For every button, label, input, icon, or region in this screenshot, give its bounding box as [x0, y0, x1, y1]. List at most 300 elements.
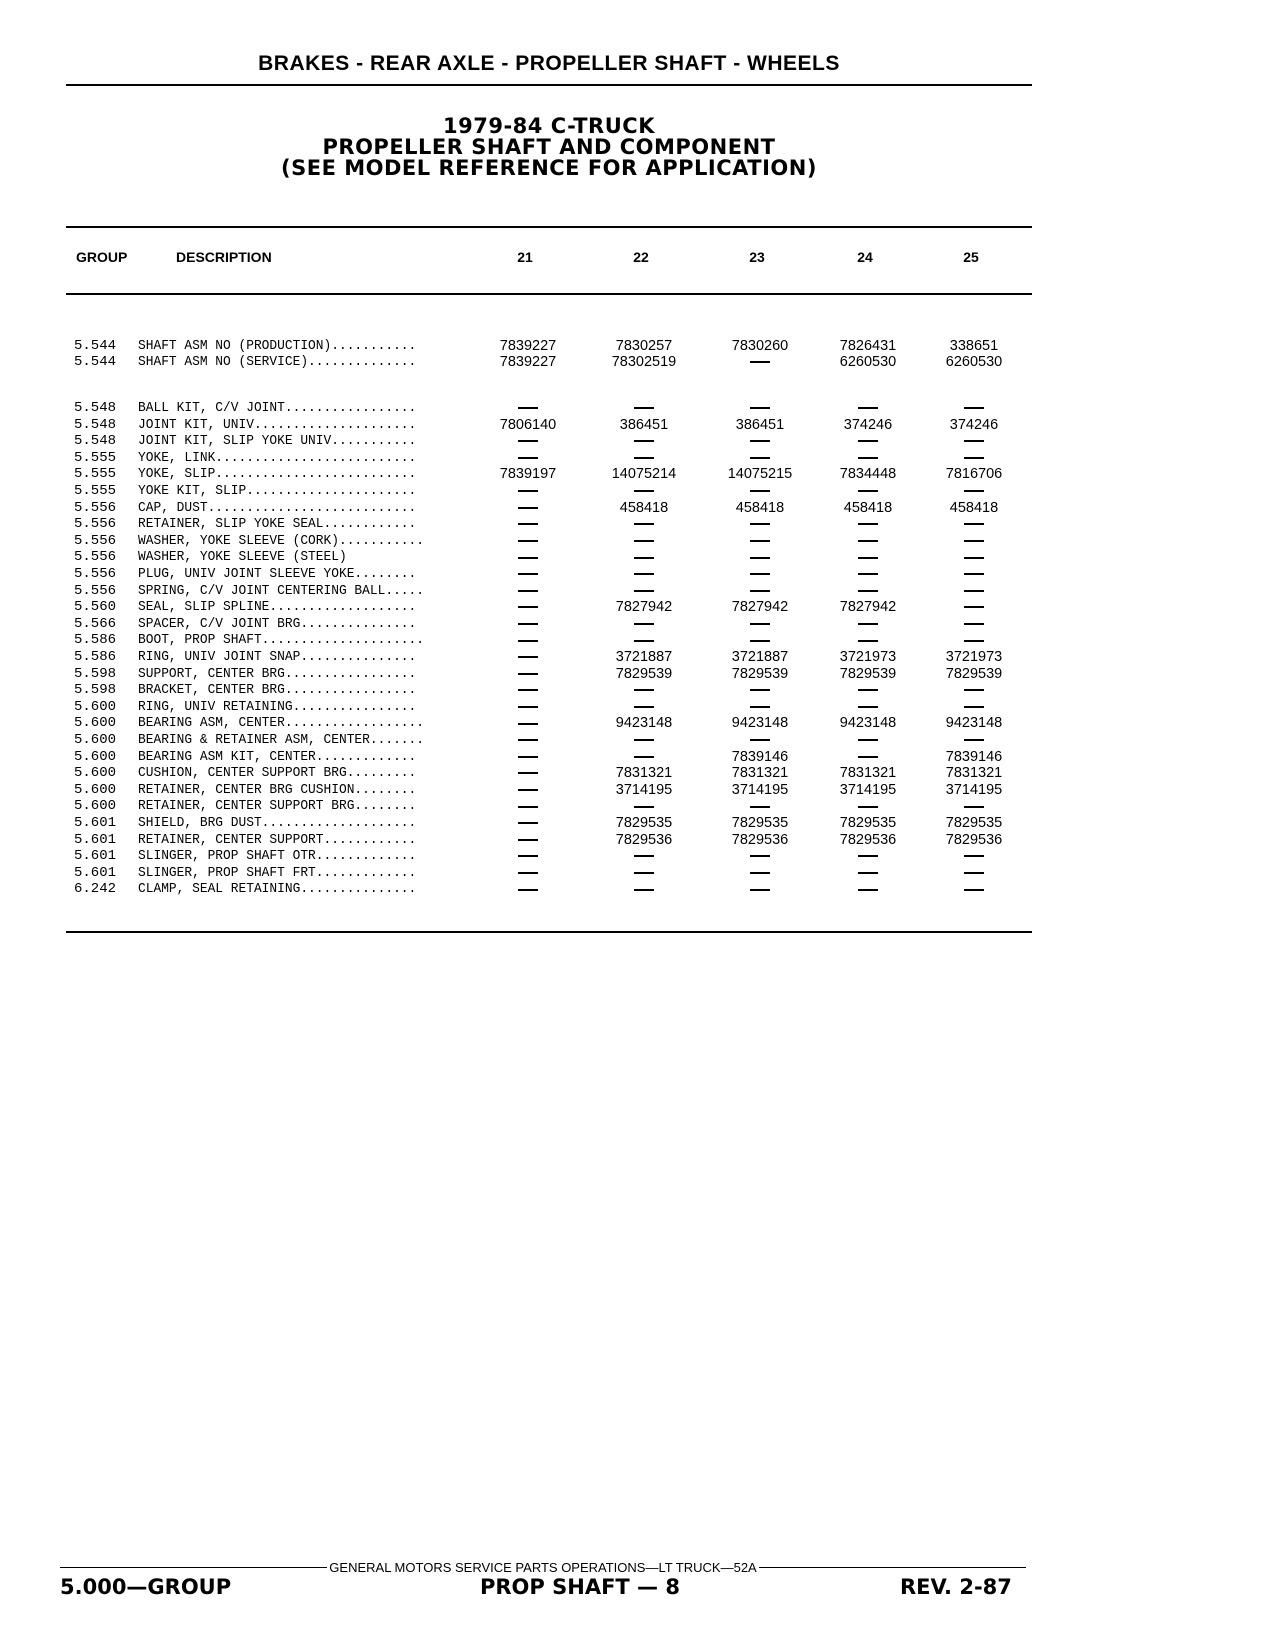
- dash-mark: [858, 756, 878, 758]
- dash-mark: [518, 706, 538, 708]
- part-number-cell: 7839227: [499, 354, 557, 370]
- part-number-cell: 7829536: [731, 831, 789, 848]
- not-applicable-dash: [480, 533, 576, 549]
- dash-mark: [964, 540, 984, 542]
- group-cell: 5.556: [74, 532, 117, 549]
- dash-mark: [858, 855, 878, 857]
- table-row: [0, 566, 1280, 582]
- not-applicable-dash: [596, 699, 692, 715]
- not-applicable-dash: [712, 616, 808, 632]
- not-applicable-dash: [820, 616, 916, 632]
- dash-mark: [858, 623, 878, 625]
- group-cell: 5.555: [74, 449, 117, 466]
- description-cell: JOINT KIT, SLIP YOKE UNIV...........: [138, 433, 417, 450]
- not-applicable-dash: [480, 632, 576, 648]
- dash-mark: [858, 557, 878, 559]
- part-number-cell: 14075214: [611, 466, 677, 483]
- not-applicable-dash: [596, 732, 692, 748]
- part-number-cell: 7827942: [731, 599, 789, 616]
- dash-mark: [858, 689, 878, 691]
- dash-mark: [964, 689, 984, 691]
- group-cell: 5.560: [74, 599, 117, 616]
- part-number-cell: 3714195: [731, 781, 789, 798]
- not-applicable-dash: [712, 450, 808, 466]
- part-number-cell: 7831321: [615, 765, 673, 782]
- part-number-cell: 7827942: [839, 599, 897, 616]
- not-applicable-dash: [480, 549, 576, 565]
- part-number-cell: 3714195: [839, 781, 897, 798]
- description-cell: RING, UNIV JOINT SNAP...............: [138, 649, 417, 665]
- not-applicable-dash: [820, 881, 916, 897]
- part-number-cell: 3721887: [615, 649, 673, 665]
- dash-mark: [964, 573, 984, 575]
- footer-publisher: GENERAL MOTORS SERVICE PARTS OPERATIONS—LT TRUCK—52A: [329, 1560, 757, 1575]
- dash-mark: [518, 656, 538, 658]
- dash-mark: [518, 872, 538, 874]
- dash-mark: [964, 640, 984, 642]
- not-applicable-dash: [480, 599, 576, 615]
- dash-mark: [750, 440, 770, 442]
- dash-mark: [750, 689, 770, 691]
- part-number-cell: 7826431: [839, 338, 897, 354]
- dash-mark: [518, 789, 538, 791]
- dash-mark: [750, 457, 770, 459]
- table-row: [0, 699, 1280, 715]
- not-applicable-dash: [480, 848, 576, 864]
- dash-mark: [518, 540, 538, 542]
- dash-mark: [964, 806, 984, 808]
- not-applicable-dash: [712, 483, 808, 499]
- group-cell: 5.600: [74, 715, 117, 732]
- dash-mark: [634, 756, 654, 758]
- dash-mark: [858, 540, 878, 542]
- not-applicable-dash: [480, 400, 576, 416]
- dash-mark: [858, 457, 878, 459]
- table-row: [0, 483, 1280, 499]
- not-applicable-dash: [712, 798, 808, 814]
- dash-mark: [964, 407, 984, 409]
- not-applicable-dash: [926, 483, 1022, 499]
- dash-mark: [634, 689, 654, 691]
- dash-mark: [634, 806, 654, 808]
- part-number-cell: 7829535: [839, 815, 897, 831]
- not-applicable-dash: [926, 533, 1022, 549]
- dash-mark: [634, 855, 654, 857]
- part-number-cell: 458418: [843, 499, 893, 516]
- table-row: [0, 848, 1280, 864]
- dash-mark: [858, 440, 878, 442]
- description-cell: YOKE, LINK..........................: [138, 449, 417, 466]
- dash-mark: [634, 872, 654, 874]
- description-cell: CUSHION, CENTER SUPPORT BRG.........: [138, 765, 417, 782]
- column-header-description: DESCRIPTION: [176, 249, 272, 265]
- not-applicable-dash: [480, 732, 576, 748]
- dash-mark: [750, 557, 770, 559]
- description-cell: WASHER, YOKE SLEEVE (STEEL): [138, 549, 347, 566]
- table-row: [0, 433, 1280, 449]
- dash-mark: [518, 557, 538, 559]
- part-number-cell: 7831321: [945, 765, 1003, 782]
- part-number-cell: 3721973: [945, 649, 1003, 665]
- dash-mark: [858, 806, 878, 808]
- part-number-cell: 7816706: [945, 466, 1003, 483]
- not-applicable-dash: [820, 848, 916, 864]
- dash-mark: [518, 523, 538, 525]
- dash-mark: [858, 490, 878, 492]
- group-cell: 5.556: [74, 566, 117, 582]
- not-applicable-dash: [480, 832, 576, 848]
- dash-mark: [634, 889, 654, 891]
- not-applicable-dash: [926, 632, 1022, 648]
- part-number-cell: 386451: [735, 416, 785, 433]
- not-applicable-dash: [596, 549, 692, 565]
- not-applicable-dash: [480, 500, 576, 516]
- group-cell: 5.556: [74, 516, 117, 533]
- dash-mark: [858, 523, 878, 525]
- not-applicable-dash: [480, 649, 576, 665]
- not-applicable-dash: [480, 749, 576, 765]
- not-applicable-dash: [820, 400, 916, 416]
- not-applicable-dash: [712, 516, 808, 532]
- not-applicable-dash: [480, 433, 576, 449]
- table-header-rule: [66, 293, 1032, 295]
- part-number-cell: 7839197: [499, 466, 557, 483]
- dash-mark: [518, 606, 538, 608]
- table-top-rule: [66, 226, 1032, 228]
- dash-mark: [964, 889, 984, 891]
- group-cell: 5.600: [74, 732, 117, 748]
- dash-mark: [750, 540, 770, 542]
- part-number-cell: 7829536: [945, 831, 1003, 848]
- table-row: [0, 354, 1280, 370]
- part-number-cell: 9423148: [731, 715, 789, 732]
- not-applicable-dash: [926, 400, 1022, 416]
- dash-mark: [750, 573, 770, 575]
- column-header-24: 24: [857, 249, 873, 265]
- not-applicable-dash: [596, 682, 692, 698]
- table-row: [0, 749, 1280, 765]
- dash-mark: [518, 839, 538, 841]
- dash-mark: [634, 573, 654, 575]
- not-applicable-dash: [712, 848, 808, 864]
- part-number-cell: 458418: [949, 499, 999, 516]
- not-applicable-dash: [820, 798, 916, 814]
- not-applicable-dash: [596, 433, 692, 449]
- group-cell: 5.556: [74, 549, 117, 566]
- table-row: [0, 466, 1280, 482]
- dash-mark: [634, 640, 654, 642]
- not-applicable-dash: [926, 848, 1022, 864]
- not-applicable-dash: [712, 566, 808, 582]
- dash-mark: [858, 889, 878, 891]
- footer-revision: REV. 2-87: [900, 1575, 1012, 1599]
- not-applicable-dash: [480, 865, 576, 881]
- not-applicable-dash: [480, 715, 576, 731]
- not-applicable-dash: [712, 881, 808, 897]
- dash-mark: [518, 689, 538, 691]
- part-number-cell: 9423148: [615, 715, 673, 732]
- table-row: [0, 417, 1280, 433]
- dash-mark: [634, 706, 654, 708]
- description-cell: SHIELD, BRG DUST....................: [138, 815, 417, 831]
- part-number-cell: 9423148: [945, 715, 1003, 732]
- not-applicable-dash: [596, 533, 692, 549]
- not-applicable-dash: [712, 682, 808, 698]
- dash-mark: [518, 573, 538, 575]
- part-number-cell: 338651: [949, 338, 999, 354]
- dash-mark: [750, 706, 770, 708]
- not-applicable-dash: [596, 566, 692, 582]
- column-header-22: 22: [633, 249, 649, 265]
- dash-mark: [858, 706, 878, 708]
- dash-mark: [858, 872, 878, 874]
- group-cell: 5.600: [74, 765, 117, 782]
- group-cell: 5.555: [74, 483, 117, 499]
- table-row: [0, 881, 1280, 897]
- document-title: [66, 116, 1032, 179]
- description-cell: BALL KIT, C/V JOINT.................: [138, 400, 417, 416]
- table-row: [0, 798, 1280, 814]
- dash-mark: [750, 623, 770, 625]
- dash-mark: [750, 490, 770, 492]
- part-number-cell: 3714195: [945, 781, 1003, 798]
- part-number-cell: 7839227: [499, 338, 557, 354]
- dash-mark: [518, 822, 538, 824]
- not-applicable-dash: [596, 749, 692, 765]
- not-applicable-dash: [926, 798, 1022, 814]
- table-row: [0, 649, 1280, 665]
- not-applicable-dash: [712, 549, 808, 565]
- not-applicable-dash: [712, 732, 808, 748]
- not-applicable-dash: [926, 699, 1022, 715]
- not-applicable-dash: [820, 699, 916, 715]
- dash-mark: [518, 673, 538, 675]
- not-applicable-dash: [596, 400, 692, 416]
- dash-mark: [964, 590, 984, 592]
- dash-mark: [858, 407, 878, 409]
- description-cell: RETAINER, CENTER SUPPORT............: [138, 831, 417, 848]
- part-number-cell: 9423148: [839, 715, 897, 732]
- title-line-1: 1979-84 C-TRUCK: [443, 114, 655, 138]
- description-cell: RING, UNIV RETAINING................: [138, 698, 417, 715]
- dash-mark: [518, 457, 538, 459]
- not-applicable-dash: [926, 732, 1022, 748]
- dash-mark: [964, 490, 984, 492]
- not-applicable-dash: [926, 583, 1022, 599]
- dash-mark: [964, 872, 984, 874]
- description-cell: SUPPORT, CENTER BRG.................: [138, 665, 417, 682]
- description-cell: SPRING, C/V JOINT CENTERING BALL.....: [138, 582, 424, 599]
- group-cell: 5.600: [74, 748, 117, 765]
- dash-mark: [634, 540, 654, 542]
- table-row: [0, 549, 1280, 565]
- description-cell: PLUG, UNIV JOINT SLEEVE YOKE........: [138, 566, 417, 582]
- not-applicable-dash: [820, 583, 916, 599]
- dash-mark: [964, 440, 984, 442]
- not-applicable-dash: [926, 881, 1022, 897]
- description-cell: BEARING ASM, CENTER..................: [138, 715, 424, 732]
- not-applicable-dash: [480, 450, 576, 466]
- dash-mark: [858, 739, 878, 741]
- not-applicable-dash: [926, 549, 1022, 565]
- not-applicable-dash: [926, 599, 1022, 615]
- dash-mark: [518, 739, 538, 741]
- not-applicable-dash: [712, 400, 808, 416]
- table-row: [0, 516, 1280, 532]
- table-row: [0, 682, 1280, 698]
- dash-mark: [634, 440, 654, 442]
- part-number-cell: 7831321: [731, 765, 789, 782]
- not-applicable-dash: [926, 516, 1022, 532]
- dash-mark: [964, 606, 984, 608]
- not-applicable-dash: [926, 682, 1022, 698]
- table-row: [0, 599, 1280, 615]
- page-header: BRAKES - REAR AXLE - PROPELLER SHAFT - WHEELS: [258, 52, 840, 75]
- part-number-cell: 374246: [949, 416, 999, 433]
- not-applicable-dash: [712, 632, 808, 648]
- not-applicable-dash: [480, 616, 576, 632]
- part-number-cell: 14075215: [727, 466, 793, 483]
- dash-mark: [750, 739, 770, 741]
- description-cell: SEAL, SLIP SPLINE...................: [138, 599, 417, 616]
- description-cell: YOKE, SLIP..........................: [138, 466, 417, 483]
- dash-mark: [518, 507, 538, 509]
- dash-mark: [964, 739, 984, 741]
- not-applicable-dash: [820, 682, 916, 698]
- table-row: [0, 832, 1280, 848]
- table-row: [0, 338, 1280, 354]
- description-cell: BEARING & RETAINER ASM, CENTER.......: [138, 732, 424, 748]
- footer-group: 5.000—GROUP: [60, 1575, 232, 1599]
- dash-mark: [750, 590, 770, 592]
- table-row: [0, 400, 1280, 416]
- title-line-3: (SEE MODEL REFERENCE FOR APPLICATION): [281, 156, 817, 180]
- description-cell: CLAMP, SEAL RETAINING...............: [138, 881, 417, 898]
- description-cell: RETAINER, CENTER SUPPORT BRG........: [138, 798, 417, 815]
- dash-mark: [518, 640, 538, 642]
- description-cell: SPACER, C/V JOINT BRG...............: [138, 615, 417, 632]
- description-cell: JOINT KIT, UNIV.....................: [138, 416, 417, 433]
- table-row: [0, 583, 1280, 599]
- group-cell: 5.601: [74, 864, 117, 881]
- table-row: [0, 815, 1280, 831]
- dash-mark: [964, 457, 984, 459]
- column-header-21: 21: [517, 249, 533, 265]
- part-number-cell: 6260530: [945, 354, 1003, 370]
- dash-mark: [518, 806, 538, 808]
- table-row: [0, 533, 1280, 549]
- group-cell: 5.544: [74, 354, 117, 370]
- dash-mark: [858, 590, 878, 592]
- not-applicable-dash: [596, 848, 692, 864]
- not-applicable-dash: [820, 483, 916, 499]
- description-cell: WASHER, YOKE SLEEVE (CORK)...........: [138, 532, 424, 549]
- table-row: [0, 616, 1280, 632]
- dash-mark: [750, 640, 770, 642]
- group-cell: 6.242: [74, 881, 117, 898]
- group-cell: 5.600: [74, 781, 117, 798]
- column-header-25: 25: [963, 249, 979, 265]
- dash-mark: [518, 855, 538, 857]
- dash-mark: [634, 557, 654, 559]
- description-cell: SLINGER, PROP SHAFT OTR.............: [138, 848, 417, 865]
- part-number-cell: 7829539: [615, 665, 673, 682]
- group-cell: 5.601: [74, 815, 117, 831]
- part-number-cell: 7831321: [839, 765, 897, 782]
- column-header-23: 23: [749, 249, 765, 265]
- group-cell: 5.548: [74, 433, 117, 450]
- part-number-cell: 374246: [843, 416, 893, 433]
- part-number-cell: 7806140: [499, 416, 557, 433]
- dash-mark: [964, 855, 984, 857]
- description-cell: RETAINER, CENTER BRG CUSHION........: [138, 781, 417, 798]
- table-row: [0, 765, 1280, 781]
- not-applicable-dash: [596, 516, 692, 532]
- dash-mark: [750, 361, 770, 363]
- footer-publisher-line: [60, 1560, 1026, 1575]
- group-cell: 5.598: [74, 682, 117, 699]
- not-applicable-dash: [926, 616, 1022, 632]
- not-applicable-dash: [596, 616, 692, 632]
- not-applicable-dash: [820, 433, 916, 449]
- not-applicable-dash: [480, 583, 576, 599]
- not-applicable-dash: [596, 632, 692, 648]
- table-row: [0, 632, 1280, 648]
- part-number-cell: 7829539: [731, 665, 789, 682]
- not-applicable-dash: [480, 682, 576, 698]
- dash-mark: [518, 889, 538, 891]
- table-row: [0, 500, 1280, 516]
- table-row: [0, 865, 1280, 881]
- title-line-2: PROPELLER SHAFT AND COMPONENT: [322, 135, 776, 159]
- description-cell: BOOT, PROP SHAFT.....................: [138, 632, 424, 649]
- dash-mark: [750, 806, 770, 808]
- not-applicable-dash: [712, 354, 808, 370]
- part-number-cell: 7829536: [615, 831, 673, 848]
- description-cell: SLINGER, PROP SHAFT FRT.............: [138, 864, 417, 881]
- table-row: [0, 715, 1280, 731]
- group-cell: 5.601: [74, 848, 117, 865]
- dash-mark: [518, 772, 538, 774]
- dash-mark: [634, 490, 654, 492]
- not-applicable-dash: [596, 865, 692, 881]
- part-number-cell: 7829535: [615, 815, 673, 831]
- not-applicable-dash: [820, 516, 916, 532]
- group-cell: 5.544: [74, 338, 117, 354]
- dash-mark: [750, 407, 770, 409]
- dash-mark: [634, 457, 654, 459]
- part-number-cell: 458418: [735, 499, 785, 516]
- part-number-cell: 7829539: [839, 665, 897, 682]
- part-number-cell: 3721887: [731, 649, 789, 665]
- not-applicable-dash: [480, 516, 576, 532]
- not-applicable-dash: [820, 865, 916, 881]
- description-cell: SHAFT ASM NO (PRODUCTION)...........: [138, 338, 417, 354]
- group-cell: 5.548: [74, 400, 117, 416]
- dash-mark: [964, 557, 984, 559]
- part-number-cell: 7829539: [945, 665, 1003, 682]
- part-number-cell: 78302519: [611, 354, 677, 370]
- group-cell: 5.600: [74, 698, 117, 715]
- not-applicable-dash: [596, 583, 692, 599]
- table-row: [0, 666, 1280, 682]
- part-number-cell: 6260530: [839, 354, 897, 370]
- dash-mark: [634, 523, 654, 525]
- dash-mark: [858, 573, 878, 575]
- not-applicable-dash: [480, 881, 576, 897]
- dash-mark: [518, 723, 538, 725]
- table-bottom-rule: [66, 931, 1032, 933]
